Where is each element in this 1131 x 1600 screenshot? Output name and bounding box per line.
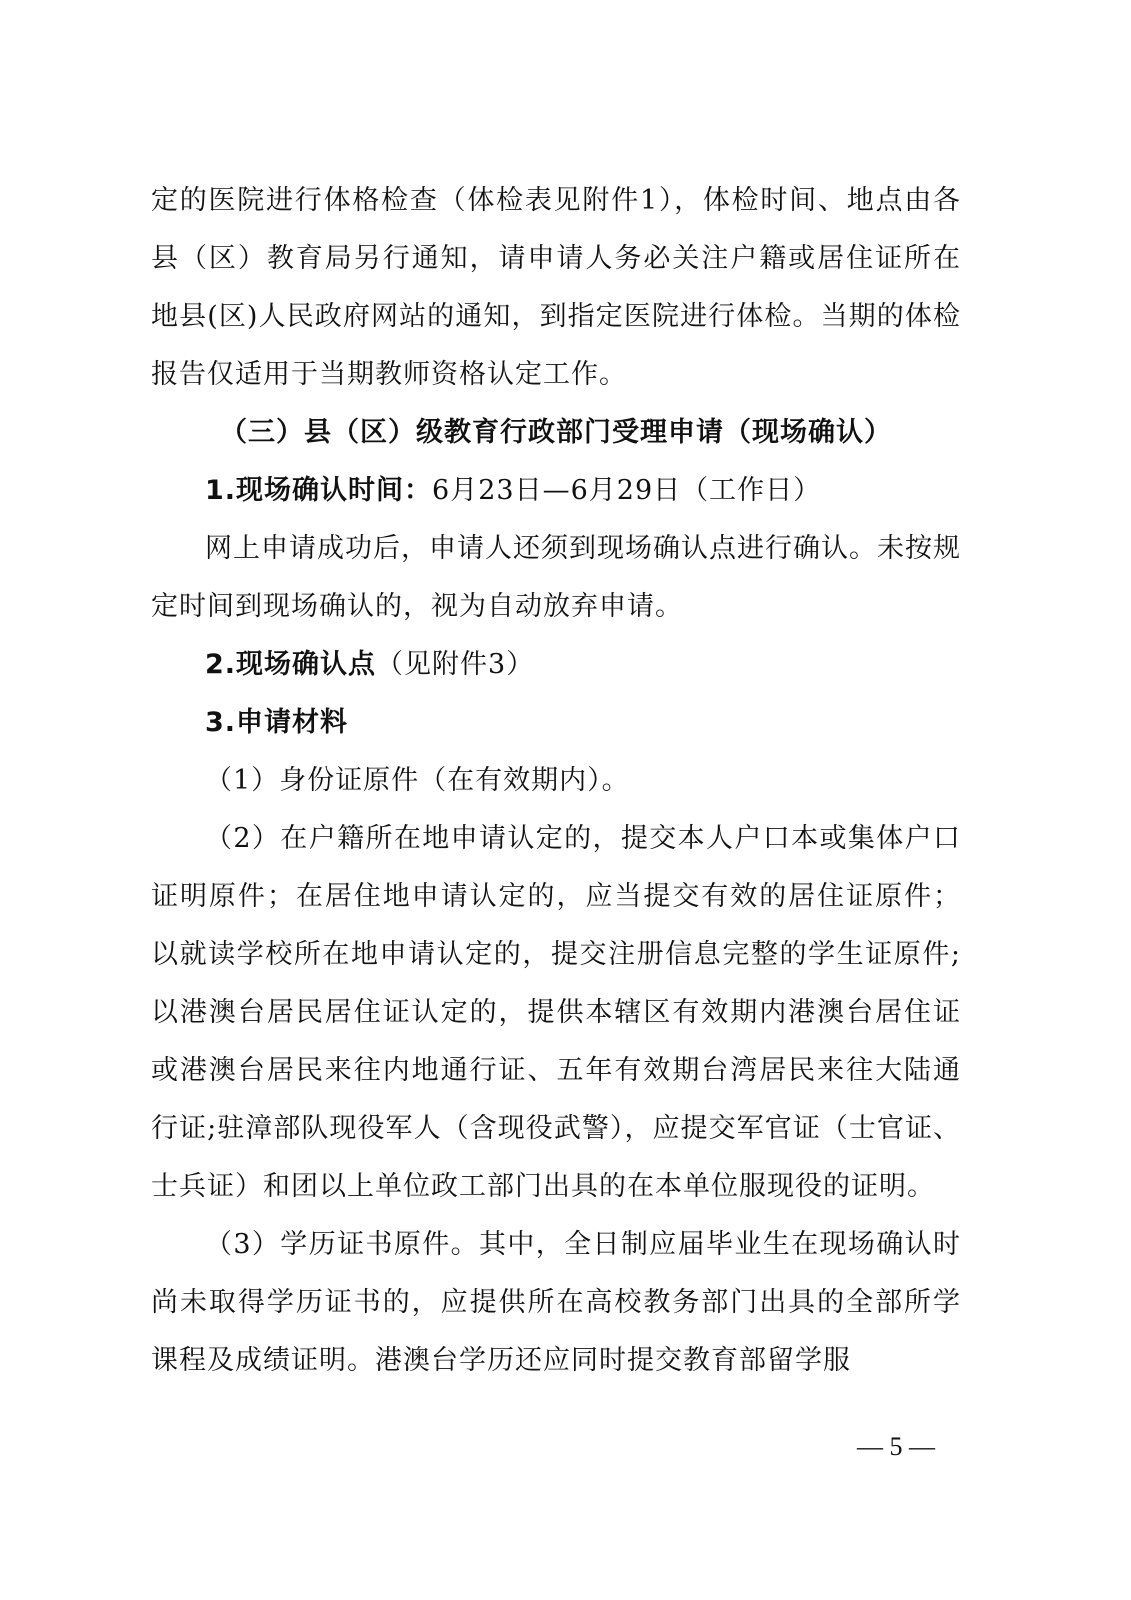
material-diploma: （3）学历证书原件。其中，全日制应届毕业生在现场确认时尚未取得学历证书的，应提供所在高校教务部门出具的全部所学课程及成绩证明。港澳台学历还应同时提交教育部留学服 — [151, 1229, 961, 1376]
item-confirmation-location — [151, 636, 961, 694]
item-application-materials — [151, 694, 961, 752]
paragraph-physical-exam: 定的医院进行体格检查（体检表见附件1），体检时间、地点由各县（区）教育局另行通知，请申请人务必关注户籍或居住证所在地县(区)人民政府网站的通知，到指定医院进行体检。当期的体检报告仅适用于当期教师资格认定工作。 — [151, 185, 961, 390]
item-confirmation-time — [151, 462, 961, 520]
section-heading-county-acceptance: （三）县（区）级教育行政部门受理申请（现场确认） — [220, 417, 892, 448]
item-confirmation-location-label: 2.现场确认点 — [205, 649, 377, 680]
item-application-materials-label: 3.申请材料 — [205, 707, 349, 738]
material-residence-proof: （2）在户籍所在地申请认定的，提交本人户口本或集体户口证明原件；在居住地申请认定的，应当提交有效的居住证原件；以就读学校所在地申请认定的，提交注册信息完整的学生证原件;以港澳台居民居住证认定的，提供本辖区有效期内港澳台居住证或港澳台居民来往内地通行证、五年有效期台湾居民来往大陆通行证;驻漳部队现役军人（含现役武警），应提交军官证（士官证、士兵证）和团以上单位政工部门出具的在本单位服现役的证明。 — [151, 823, 961, 1202]
item-confirmation-time-label: 1.现场确认时间： — [205, 475, 433, 506]
document-body — [151, 172, 961, 1390]
page-number: — 5 — — [857, 1432, 935, 1461]
item-confirmation-time-value: 6月23日—6月29日（工作日） — [432, 475, 822, 506]
material-id-card: （1）身份证原件（在有效期内）。 — [205, 765, 630, 796]
item-confirmation-location-value: （见附件3） — [376, 649, 535, 680]
paragraph-online-then-onsite: 网上申请成功后，申请人还须到现场确认点进行确认。未按规定时间到现场确认的，视为自动放弃申请。 — [151, 533, 961, 622]
